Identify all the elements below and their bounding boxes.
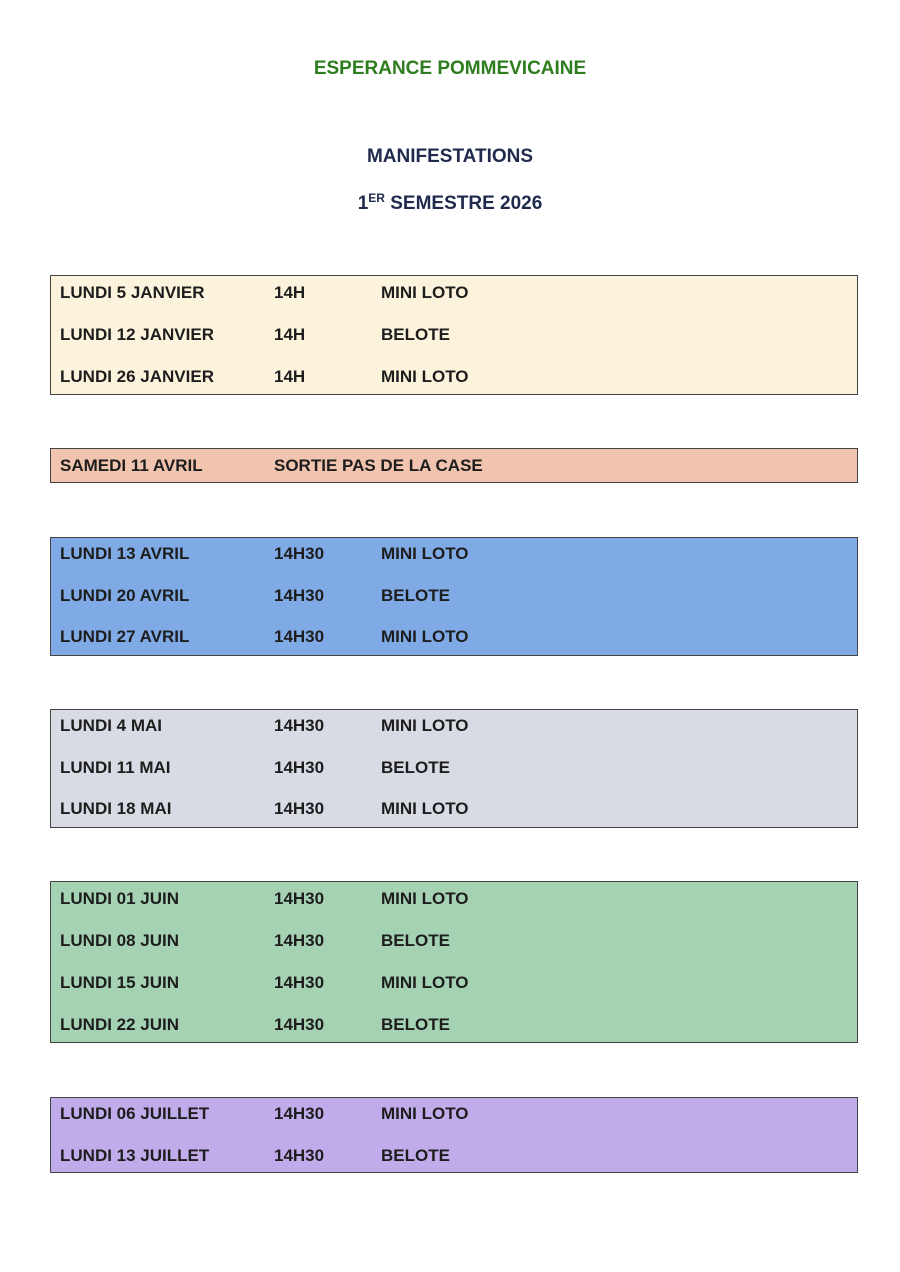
event-time: 14H30 bbox=[274, 889, 325, 908]
event-time: 14H30 bbox=[274, 758, 325, 777]
event-row bbox=[51, 367, 857, 391]
event-date: LUNDI 20 AVRIL bbox=[60, 586, 190, 605]
event-time: 14H30 bbox=[274, 627, 325, 646]
event-date: LUNDI 5 JANVIER bbox=[60, 283, 205, 302]
event-row bbox=[51, 325, 857, 349]
event-row bbox=[51, 627, 857, 651]
event-date: LUNDI 13 JUILLET bbox=[60, 1146, 210, 1165]
event-name: MINI LOTO bbox=[381, 367, 469, 386]
event-name: MINI LOTO bbox=[381, 799, 469, 818]
event-name: BELOTE bbox=[381, 325, 450, 344]
event-date: LUNDI 27 AVRIL bbox=[60, 627, 190, 646]
event-date: LUNDI 15 JUIN bbox=[60, 973, 180, 992]
event-name: BELOTE bbox=[381, 586, 450, 605]
event-date: LUNDI 26 JANVIER bbox=[60, 367, 214, 386]
schedule-block bbox=[50, 881, 858, 1043]
semester-number: 1 bbox=[357, 193, 369, 214]
event-time: 14H30 bbox=[274, 544, 325, 563]
event-row bbox=[51, 1146, 857, 1170]
event-date: LUNDI 13 AVRIL bbox=[60, 544, 190, 563]
event-name: MINI LOTO bbox=[381, 627, 469, 646]
event-time: SORTIE PAS DE LA CASE bbox=[274, 456, 483, 475]
event-name: MINI LOTO bbox=[381, 283, 469, 302]
page-title: MANIFESTATIONS bbox=[366, 146, 534, 167]
event-date: SAMEDI 11 AVRIL bbox=[60, 456, 203, 475]
event-date: LUNDI 11 MAI bbox=[60, 758, 171, 777]
event-name: BELOTE bbox=[381, 758, 450, 777]
event-row bbox=[51, 586, 857, 610]
organization-name: ESPERANCE POMMEVICAINE bbox=[313, 58, 587, 79]
event-time: 14H30 bbox=[274, 799, 325, 818]
event-row bbox=[51, 283, 857, 307]
event-time: 14H bbox=[274, 367, 306, 386]
event-name: BELOTE bbox=[381, 1015, 450, 1034]
event-time: 14H30 bbox=[274, 973, 325, 992]
event-row bbox=[51, 973, 857, 997]
schedule-block bbox=[50, 275, 858, 395]
event-name: BELOTE bbox=[381, 1146, 450, 1165]
event-time: 14H30 bbox=[274, 1015, 325, 1034]
semester-ordinal-suffix: ER bbox=[368, 191, 385, 205]
event-time: 14H30 bbox=[274, 586, 325, 605]
schedule-block bbox=[50, 537, 858, 656]
event-time: 14H bbox=[274, 283, 306, 302]
event-row bbox=[51, 544, 857, 568]
event-time: 14H30 bbox=[274, 1146, 325, 1165]
event-row bbox=[51, 716, 857, 740]
event-name: MINI LOTO bbox=[381, 1104, 469, 1123]
event-row bbox=[51, 456, 857, 480]
event-date: LUNDI 12 JANVIER bbox=[60, 325, 214, 344]
semester-subtitle bbox=[0, 191, 900, 215]
schedule-block bbox=[50, 448, 858, 483]
event-row bbox=[51, 1015, 857, 1039]
event-name: MINI LOTO bbox=[381, 973, 469, 992]
event-time: 14H30 bbox=[274, 716, 325, 735]
event-row bbox=[51, 1104, 857, 1128]
event-name: MINI LOTO bbox=[381, 889, 469, 908]
event-time: 14H bbox=[274, 325, 306, 344]
event-date: LUNDI 01 JUIN bbox=[60, 889, 180, 908]
event-date: LUNDI 4 MAI bbox=[60, 716, 162, 735]
event-name: BELOTE bbox=[381, 931, 450, 950]
event-row bbox=[51, 758, 857, 782]
event-name: MINI LOTO bbox=[381, 544, 469, 563]
schedule-block bbox=[50, 709, 858, 828]
event-date: LUNDI 08 JUIN bbox=[60, 931, 180, 950]
schedule-block bbox=[50, 1097, 858, 1173]
event-row bbox=[51, 931, 857, 955]
event-date: LUNDI 22 JUIN bbox=[60, 1015, 180, 1034]
event-time: 14H30 bbox=[274, 931, 325, 950]
event-row bbox=[51, 889, 857, 913]
event-time: 14H30 bbox=[274, 1104, 325, 1123]
event-date: LUNDI 18 MAI bbox=[60, 799, 172, 818]
event-date: LUNDI 06 JUILLET bbox=[60, 1104, 210, 1123]
semester-label: SEMESTRE 2026 bbox=[384, 193, 543, 214]
event-row bbox=[51, 799, 857, 823]
event-name: MINI LOTO bbox=[381, 716, 469, 735]
